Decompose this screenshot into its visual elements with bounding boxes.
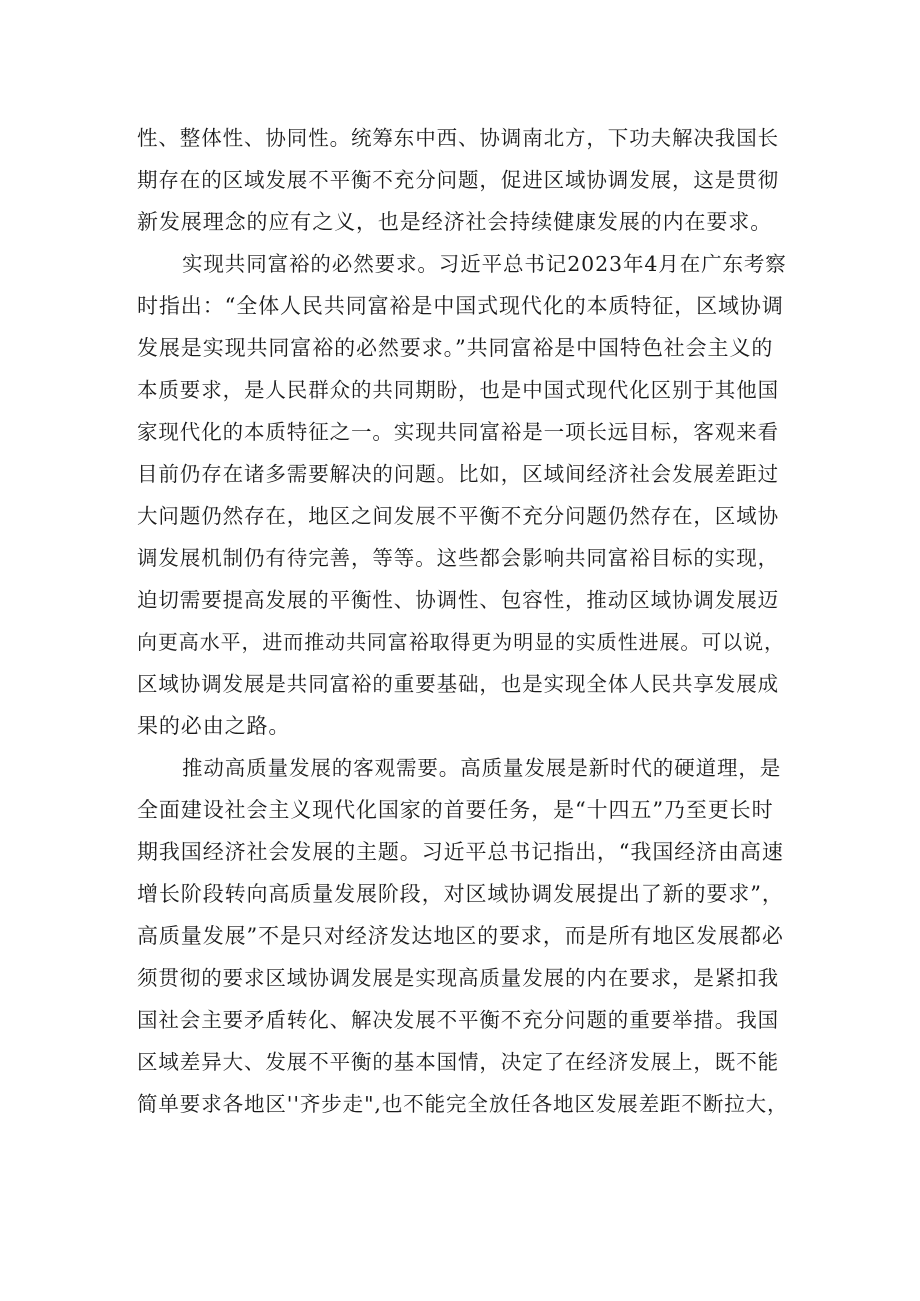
text-line: 性、整体性、协同性。统筹东中西、协调南北方，下功夫解决我国长 xyxy=(137,126,779,150)
text-line: 全面建设社会主义现代化国家的首要任务，是“十四五”乃至更长时 xyxy=(137,798,774,822)
text-line: 大问题仍然存在，地区之间发展不平衡不充分问题仍然存在，区域协 xyxy=(137,504,779,528)
text-line: 国社会主要矛盾转化、解决发展不平衡不充分问题的重要举措。我国 xyxy=(137,1008,779,1032)
text-line: 期存在的区域发展不平衡不充分问题，促进区域协调发展，这是贯彻 xyxy=(137,168,779,192)
text-line: 目前仍存在诸多需要解决的问题。比如，区域间经济社会发展差距过 xyxy=(137,462,779,486)
paragraph-heading-line: 实现共同富裕的必然要求。习近平总书记2023年4月在广东考察 xyxy=(182,252,787,276)
text-line: 果的必由之路。 xyxy=(137,714,291,738)
text-line: 期我国经济社会发展的主题。习近平总书记指出，“我国经济由高速 xyxy=(137,840,784,864)
text-line: 须贯彻的要求区域协调发展是实现高质量发展的内在要求，是紧扣我 xyxy=(137,966,779,990)
text-line: 简单要求各地区''齐步走",也不能完全放任各地区发展差距不断拉大， xyxy=(137,1092,789,1116)
text-line: 发展是实现共同富裕的必然要求。”共同富裕是中国特色社会主义的 xyxy=(137,336,774,360)
text-line: 新发展理念的应有之义，也是经济社会持续健康发展的内在要求。 xyxy=(137,210,773,234)
text-line: 调发展机制仍有待完善，等等。这些都会影响共同富裕目标的实现， xyxy=(137,546,779,570)
text-line: 区域差异大、发展不平衡的基本国情，决定了在经济发展上，既不能 xyxy=(137,1050,779,1074)
text-line: 时指出：“全体人民共同富裕是中国式现代化的本质特征，区域协调 xyxy=(137,294,784,318)
text-line: 向更高水平，进而推动共同富裕取得更为明显的实质性进展。可以说， xyxy=(137,630,785,654)
text-line: 本质要求，是人民群众的共同期盼，也是中国式现代化区别于其他国 xyxy=(137,378,779,402)
text-line: 高质量发展”不是只对经济发达地区的要求，而是所有地区发展都必 xyxy=(137,924,784,948)
paragraph-heading-line: 推动高质量发展的客观需要。高质量发展是新时代的硬道理，是 xyxy=(182,756,782,780)
text-line: 家现代化的本质特征之一。实现共同富裕是一项长远目标，客观来看 xyxy=(137,420,779,444)
text-line: 增长阶段转向高质量发展阶段，对区域协调发展提出了新的要求”， xyxy=(137,882,784,906)
text-line: 区域协调发展是共同富裕的重要基础，也是实现全体人民共享发展成 xyxy=(137,672,779,696)
text-line: 迫切需要提高发展的平衡性、协调性、包容性，推动区域协调发展迈 xyxy=(137,588,779,612)
